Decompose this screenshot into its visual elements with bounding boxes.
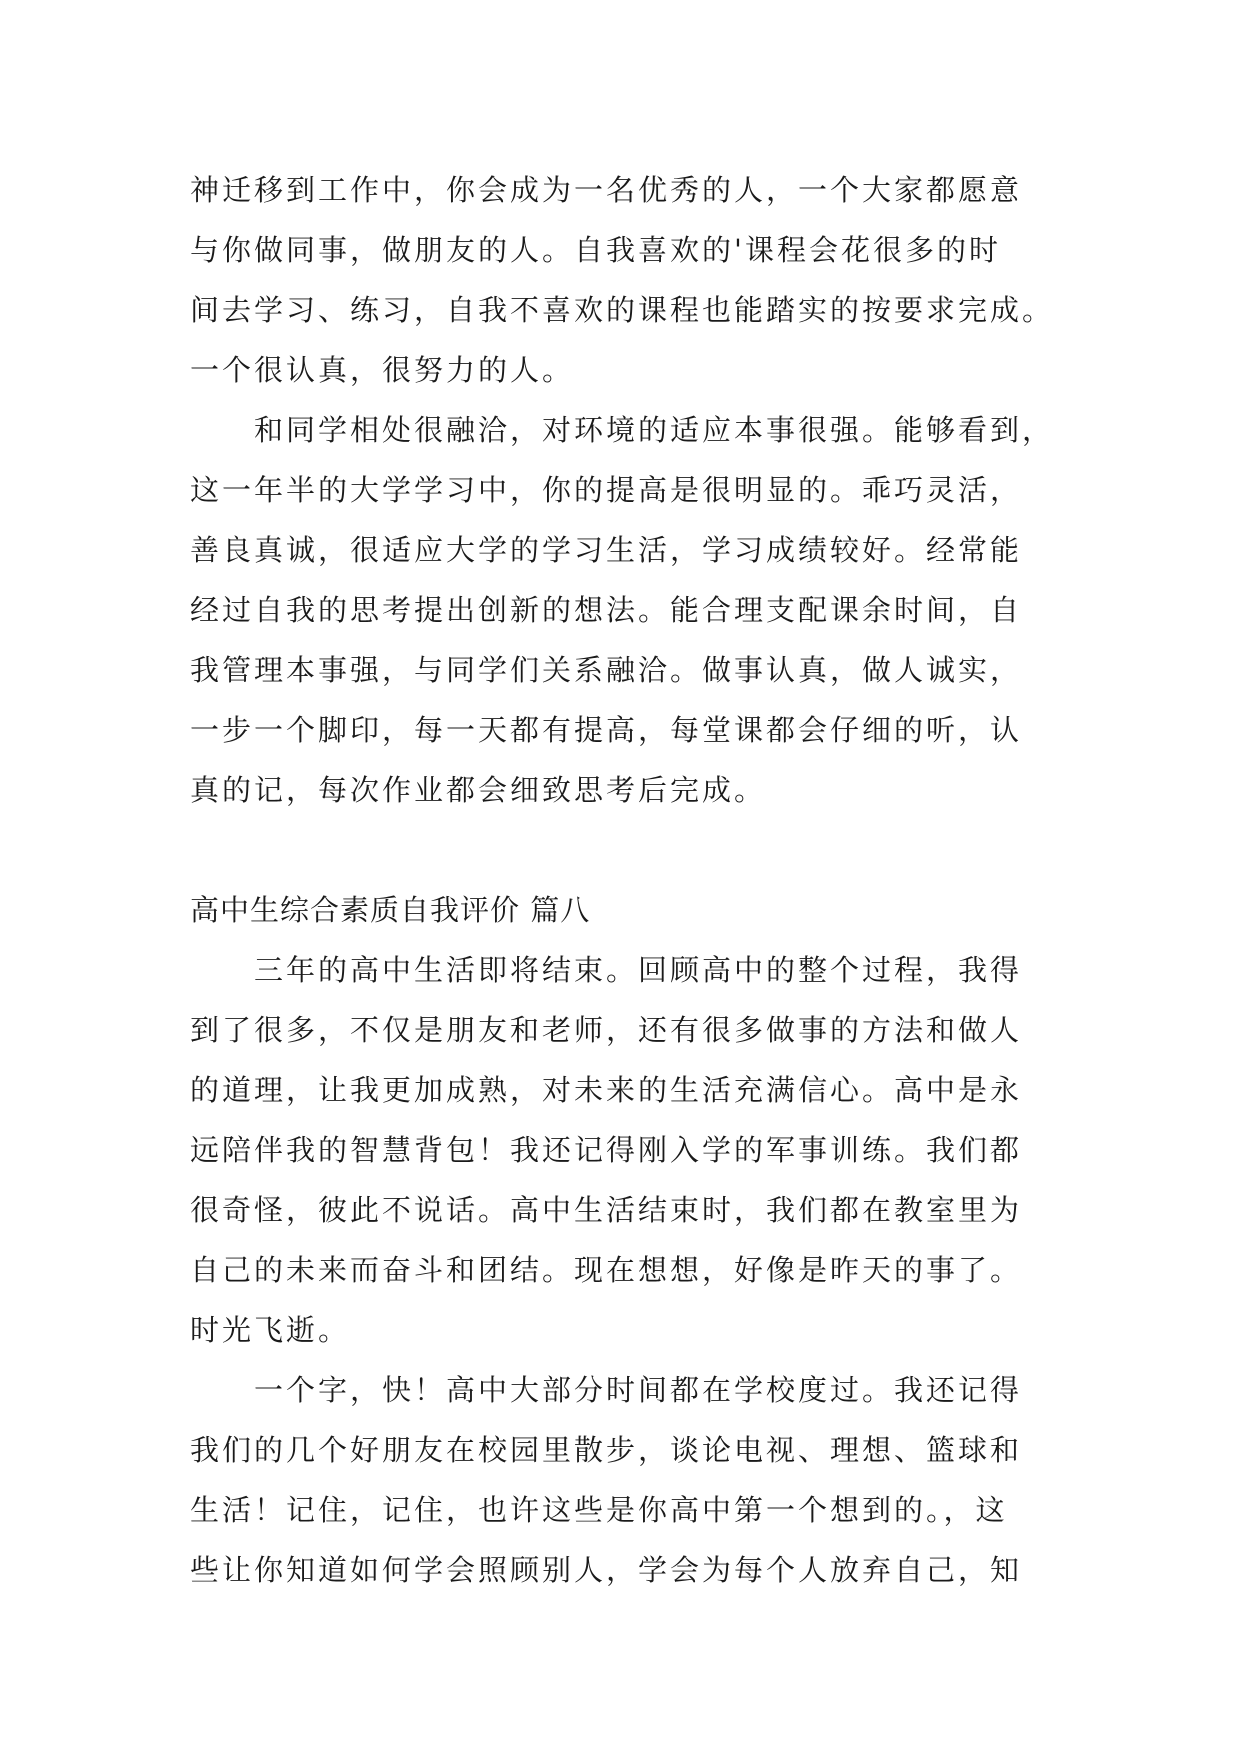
document-body xyxy=(190,160,1070,1600)
text-line: 的道理，让我更加成熟，对未来的生活充满信心。高中是永 xyxy=(190,1073,1023,1107)
paragraph-4 xyxy=(190,1360,1070,1600)
text-line: 和同学相处很融洽，对环境的适应本事很强。能够看到， xyxy=(190,413,1055,447)
text-line: 间去学习、练习，自我不喜欢的课程也能踏实的按要求完成。 xyxy=(190,293,1055,327)
section-heading: 高中生综合素质自我评价 篇八 xyxy=(190,893,591,927)
text-line: 经过自我的思考提出创新的想法。能合理支配课余时间，自 xyxy=(190,593,1023,627)
text-line: 神迁移到工作中，你会成为一名优秀的人，一个大家都愿意 xyxy=(190,173,1023,207)
text-line: 自己的未来而奋斗和团结。现在想想，好像是昨天的事了。 xyxy=(190,1253,1023,1287)
text-line: 远陪伴我的智慧背包！我还记得刚入学的军事训练。我们都 xyxy=(190,1133,1023,1167)
text-line: 真的记，每次作业都会细致思考后完成。 xyxy=(190,773,767,807)
text-line: 我们的几个好朋友在校园里散步，谈论电视、理想、篮球和 xyxy=(190,1433,1023,1467)
text-line: 些让你知道如何学会照顾别人，学会为每个人放弃自己，知 xyxy=(190,1553,1023,1587)
text-line: 善良真诚，很适应大学的学习生活，学习成绩较好。经常能 xyxy=(190,533,1023,567)
text-line: 很奇怪，彼此不说话。高中生活结束时，我们都在教室里为 xyxy=(190,1193,1023,1227)
text-line: 一个字，快！高中大部分时间都在学校度过。我还记得 xyxy=(190,1373,1023,1407)
text-line: 生活！记住，记住，也许这些是你高中第一个想到的。，这 xyxy=(190,1493,1008,1527)
section-spacer xyxy=(190,820,1070,880)
text-line: 与你做同事，做朋友的人。自我喜欢的'课程会花很多的时 xyxy=(190,233,1001,267)
text-line: 我管理本事强，与同学们关系融洽。做事认真，做人诚实， xyxy=(190,653,1023,687)
text-line: 一个很认真，很努力的人。 xyxy=(190,353,575,387)
paragraph-3 xyxy=(190,940,1070,1360)
paragraph-1 xyxy=(190,160,1070,400)
text-line: 到了很多，不仅是朋友和老师，还有很多做事的方法和做人 xyxy=(190,1013,1023,1047)
text-line: 这一年半的大学学习中，你的提高是很明显的。乖巧灵活， xyxy=(190,473,1023,507)
text-line: 一步一个脚印，每一天都有提高，每堂课都会仔细的听，认 xyxy=(190,713,1023,747)
text-line: 时光飞逝。 xyxy=(190,1313,351,1347)
paragraph-2 xyxy=(190,400,1070,820)
text-line: 三年的高中生活即将结束。回顾高中的整个过程，我得 xyxy=(190,953,1023,987)
